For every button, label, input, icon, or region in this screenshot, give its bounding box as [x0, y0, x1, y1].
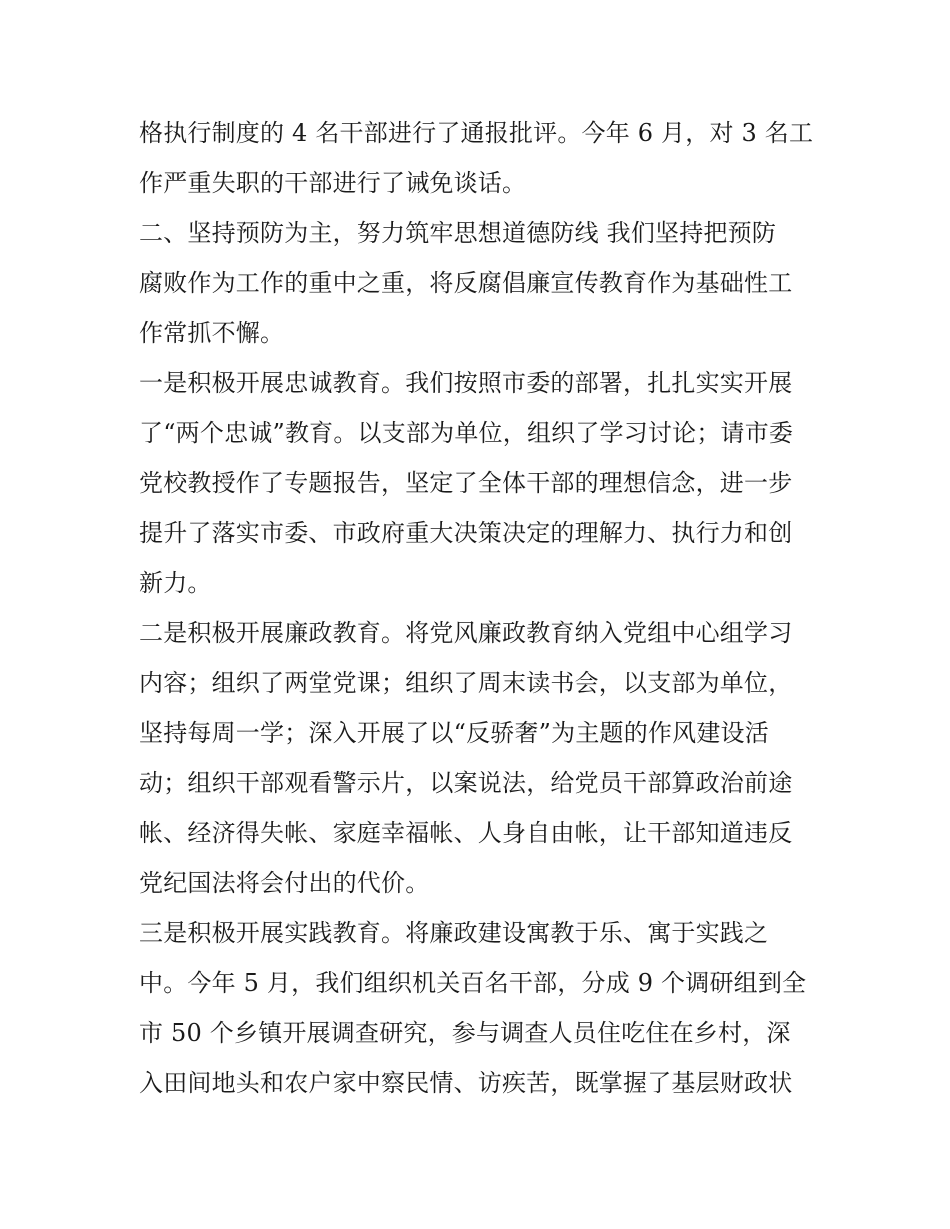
text-line: 三是积极开展实践教育。将廉政建设寓教于乐、寓于实践之 — [139, 919, 769, 947]
text-line: 二是积极开展廉政教育。将党风廉政教育纳入党组中心组学习 — [139, 619, 793, 647]
text-line: 作常抓不懈。 — [139, 319, 285, 347]
text-line: 中。今年 5 月，我们组织机关百名干部，分成 9 个调研组到全 — [139, 969, 807, 997]
text-line: 一是积极开展忠诚教育。我们按照市委的部署，扎扎实实开展 — [139, 369, 793, 397]
text-line: 内容；组织了两堂党课；组织了周末读书会，以支部为单位， — [139, 669, 793, 697]
text-line: 坚持每周一学；深入开展了以“反骄奢”为主题的作风建设活 — [139, 719, 769, 747]
document-body — [139, 108, 819, 1108]
section-heading-line: 二、坚持预防为主，努力筑牢思想道德防线 我们坚持把预防 — [139, 219, 777, 247]
text-line: 党校教授作了专题报告，坚定了全体干部的理想信念，进一步 — [139, 469, 793, 497]
text-line: 了“两个忠诚”教育。以支部为单位，组织了学习讨论；请市委 — [139, 419, 794, 447]
text-line: 新力。 — [139, 569, 212, 597]
text-line: 作严重失职的干部进行了诫免谈话。 — [139, 169, 527, 197]
text-line: 市 50 个乡镇开展调查研究，参与调查人员住吃住在乡村，深 — [139, 1019, 791, 1047]
text-line: 入田间地头和农户家中察民情、访疾苦，既掌握了基层财政状 — [139, 1069, 793, 1097]
text-line: 帐、经济得失帐、家庭幸福帐、人身自由帐，让干部知道违反 — [139, 819, 793, 847]
text-line: 提升了落实市委、市政府重大决策决定的理解力、执行力和创 — [139, 519, 793, 547]
text-line: 动；组织干部观看警示片，以案说法，给党员干部算政治前途 — [139, 769, 793, 797]
text-line: 党纪国法将会付出的代价。 — [139, 869, 430, 897]
text-line: 腐败作为工作的重中之重，将反腐倡廉宣传教育作为基础性工 — [139, 269, 793, 297]
text-line: 格执行制度的 4 名干部进行了通报批评。今年 6 月，对 3 名工 — [139, 119, 814, 147]
